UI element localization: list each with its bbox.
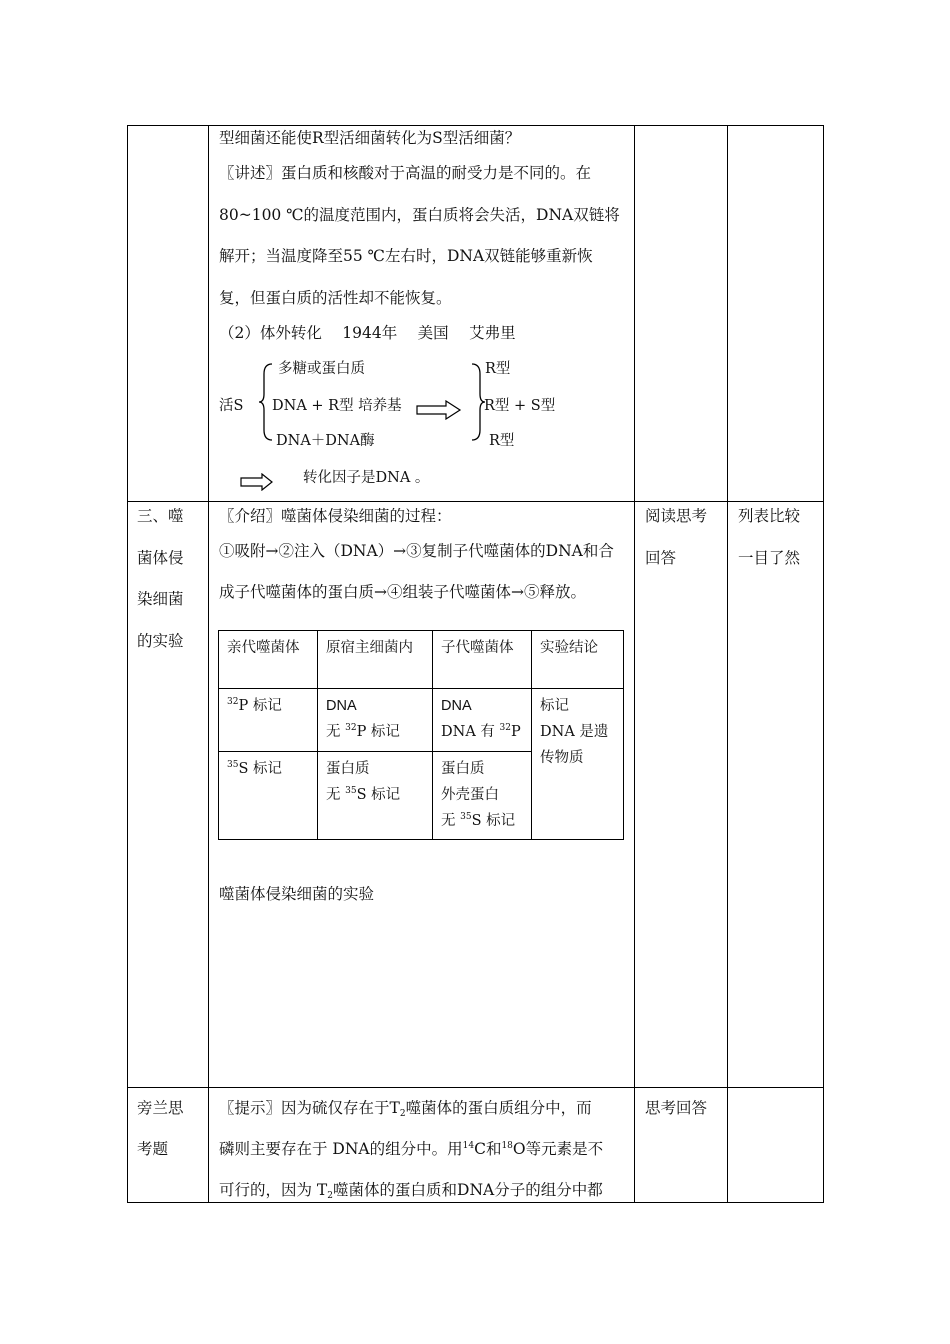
column-divider [634, 125, 635, 1203]
hollow-arrow-icon [240, 473, 274, 491]
column-divider [208, 125, 209, 1203]
text-line: （2）体外转化 1944年 美国 艾弗里 [219, 324, 516, 342]
diagram-source: 活S [219, 398, 244, 414]
text-line: 80~100 ℃的温度范围内，蛋白质将会失活，DNA双链将 [219, 206, 620, 224]
process-text: ①吸附→②注入（DNA）→③复制子代噬菌体的DNA和合 [219, 542, 614, 560]
diagram-branch: DNA＋DNA酶 [276, 433, 375, 449]
table-cell-conclusion: 标记 DNA 是遗 传物质 [532, 689, 624, 840]
diagram-branch: 多糖或蛋白质 [278, 361, 365, 377]
section-title-line: 的实验 [137, 632, 184, 650]
diagram-branch: DNA + R型 培养基 [272, 398, 402, 414]
row-divider [127, 501, 824, 502]
hint-text: 〖提示〗因为硫仅存在于$T_2$噬菌体的蛋白质组分中，而 [219, 1099, 592, 1119]
teaching-method: 一目了然 [738, 549, 801, 567]
table-cell: $^{35}$S 标记 [219, 752, 318, 840]
student-activity: 阅读思考 [645, 507, 708, 525]
section-title-line: 旁兰思 [137, 1099, 184, 1117]
process-text: 成子代噬菌体的蛋白质→④组装子代噬菌体→⑤释放。 [219, 583, 586, 601]
section-title-line: 菌体侵 [137, 549, 184, 567]
section-title-line: 三、噬 [137, 507, 184, 525]
row-divider [127, 1087, 824, 1088]
table-row [219, 689, 624, 752]
table-header: 子代噬菌体 [433, 631, 532, 689]
table-bottom-border [127, 1202, 824, 1203]
table-header: 实验结论 [532, 631, 624, 689]
figure-caption: 噬菌体侵染细菌的实验 [219, 885, 375, 903]
table-cell: 蛋白质 外壳蛋白 无 $^{35}$S 标记 [433, 752, 532, 840]
hint-text: 可行的，因为 $T_2$噬菌体的蛋白质和DNA分子的组分中都 [219, 1181, 603, 1201]
text-line: 复，但蛋白质的活性却不能恢复。 [219, 289, 452, 307]
table-header: 亲代噬菌体 [219, 631, 318, 689]
hollow-arrow-icon [416, 400, 462, 420]
diagram-result: R型 + S型 [484, 398, 556, 414]
table-cell: 蛋白质 无 $^{35}$S 标记 [318, 752, 433, 840]
diagram-conclusion: 转化因子是DNA 。 [303, 470, 430, 486]
intro-text: 〖介绍〗噬菌体侵染细菌的过程： [219, 507, 452, 525]
column-divider [727, 125, 728, 1203]
table-cell: DNA 无 $^{32}$P 标记 [318, 689, 433, 752]
section-title-line: 染细菌 [137, 590, 184, 608]
diagram-result: R型 [489, 433, 515, 449]
table-header: 原宿主细菌内 [318, 631, 433, 689]
student-activity: 回答 [645, 549, 677, 567]
diagram-result: R型 [485, 361, 511, 377]
student-activity: 思考回答 [645, 1099, 708, 1117]
table-cell: DNA DNA 有 $^{32}$P [433, 689, 532, 752]
teaching-method: 列表比较 [738, 507, 801, 525]
experiment-table [218, 630, 624, 840]
table-cell: $^{32}$P 标记 [219, 689, 318, 752]
section-title-line: 考题 [137, 1140, 169, 1158]
text-line: 〖讲述〗蛋白质和核酸对于高温的耐受力是不同的。在 [219, 164, 592, 182]
hint-text: 磷则主要存在于 DNA的组分中。用$^{14}$C和$^{18}$O等元素是不 [219, 1140, 604, 1158]
table-right-border [823, 125, 824, 1203]
table-header-row [219, 631, 624, 689]
text-line: 型细菌还能使R型活细菌转化为S型活细菌？ [219, 129, 521, 147]
text-line: 解开；当温度降至55 ℃左右时，DNA双链能够重新恢 [219, 247, 593, 265]
